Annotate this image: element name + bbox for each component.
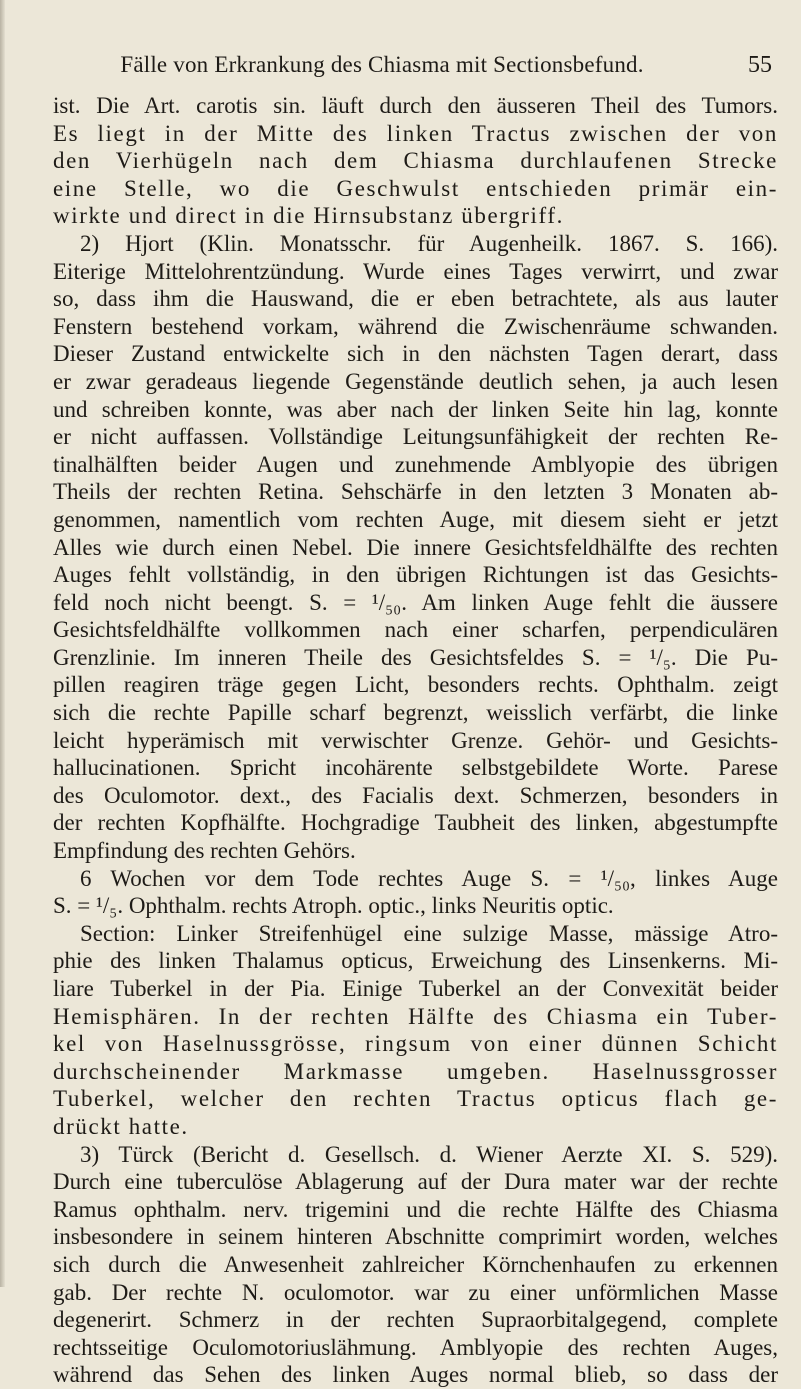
text-line: so, dass ihm die Hauswand, die er eben betrachtete, als aus lauter (53, 286, 778, 312)
text-line: 2) Hjort (Klin. Monatsschr. für Augenheilk. 1867. S. 166). (80, 230, 778, 256)
text-line: Dieser Zustand entwickelte sich in den nächsten Tagen derart, dass (53, 341, 778, 367)
text-line: Grenzlinie. Im inneren Theile des Gesichtsfeldes S. = ¹/₅. Die Pu- (53, 644, 778, 670)
text-line: insbesondere in seinem hinteren Abschnitte comprimirt worden, welches (53, 1224, 778, 1250)
text-line: wirkte und direct in die Hirnsubstanz übergriff. (53, 203, 564, 229)
text-line: feld noch nicht beengt. S. = ¹/₅₀. Am linken Auge fehlt die äussere (53, 589, 778, 615)
text-line: Auges fehlt vollständig, in den übrigen Richtungen ist das Gesichts- (53, 562, 778, 588)
text-line: Ramus ophthalm. nerv. trigemini und die rechte Hälfte des Chiasma (53, 1196, 778, 1222)
text-line: rechtsseitige Oculomotoriuslähmung. Amblyopie des rechten Auges, (53, 1334, 778, 1360)
text-line: S. = ¹/₅. Ophthalm. rechts Atroph. optic., links Neuritis optic. (53, 893, 614, 919)
text-line: Tuberkel, welcher den rechten Tractus opticus flach ge- (53, 1086, 778, 1112)
text-line: Fenstern bestehend vorkam, während die Zwischenräume schwanden. (53, 313, 778, 339)
text-line: 6 Wochen vor dem Tode rechtes Auge S. = ¹/₅₀, linkes Auge (80, 865, 778, 891)
text-line: Es liegt in der Mitte des linken Tractus zwischen der von (53, 120, 778, 146)
page-number: 55 (748, 52, 772, 78)
text-line: leicht hyperämisch mit verwischter Grenze. Gehör- und Gesichts- (53, 727, 778, 753)
text-line: phie des linken Thalamus opticus, Erweichung des Linsenkerns. Mi- (53, 948, 778, 974)
text-line: er nicht auffassen. Vollständige Leitungsunfähigkeit der rechten Re- (53, 424, 778, 450)
text-line: eine Stelle, wo die Geschwulst entschieden primär ein- (53, 175, 778, 201)
text-line: ist. Die Art. carotis sin. läuft durch den äusseren Theil des Tumors. (53, 93, 778, 118)
text-line: Empfindung des rechten Gehörs. (53, 838, 356, 864)
page-header (72, 52, 772, 86)
text-line: gab. Der rechte N. oculomotor. war zu einer unförmlichen Masse (53, 1279, 778, 1305)
running-title: Fälle von Erkrankung des Chiasma mit Sectionsbefund. (120, 52, 644, 77)
text-line: drückt hatte. (53, 1113, 189, 1139)
text-line: Hemisphären. In der rechten Hälfte des Chiasma ein Tuber- (53, 1003, 778, 1029)
text-line: Durch eine tuberculöse Ablagerung auf der Dura mater war der rechte (53, 1169, 778, 1195)
text-line: liare Tuberkel in der Pia. Einige Tuberkel an der Convexität beider (53, 976, 778, 1001)
text-line: der rechten Kopfhälfte. Hochgradige Taubheit des linken, abgestumpfte (53, 810, 778, 836)
text-line: sich die rechte Papille scharf begrenzt, weisslich verfärbt, die linke (53, 700, 778, 726)
text-line: den Vierhügeln nach dem Chiasma durchlaufenen Strecke (53, 148, 778, 174)
text-line: kel von Haselnussgrösse, ringsum von einer dünnen Schicht (53, 1031, 778, 1057)
text-line: durchscheinender Markmasse umgeben. Haselnussgrosser (53, 1058, 778, 1084)
text-line: und schreiben konnte, was aber nach der linken Seite hin lag, konnte (53, 396, 778, 422)
text-line: Section: Linker Streifenhügel eine sulzige Masse, mässige Atro- (80, 920, 778, 946)
text-line: tinalhälften beider Augen und zunehmende Amblyopie des übrigen (53, 451, 778, 477)
text-line: degenerirt. Schmerz in der rechten Supraorbitalgegend, complete (53, 1307, 778, 1333)
text-line: hallucinationen. Spricht incohärente selbstgebildete Worte. Parese (53, 755, 778, 781)
body-text (53, 92, 778, 1389)
text-line: pillen reagiren träge gegen Licht, besonders rechts. Ophthalm. zeigt (53, 672, 778, 698)
text-line: des Oculomotor. dext., des Facialis dext. Schmerzen, besonders in (53, 782, 778, 808)
text-line: er zwar geradeaus liegende Gegenstände deutlich sehen, ja auch lesen (53, 368, 778, 394)
text-line: Eiterige Mittelohrentzündung. Wurde eines Tages verwirrt, und zwar (53, 258, 778, 284)
page-edge (0, 0, 5, 1287)
text-line: Alles wie durch einen Nebel. Die innere Gesichtsfeldhälfte des rechten (53, 534, 778, 560)
text-line: während das Sehen des linken Auges normal blieb, so dass der (53, 1362, 778, 1388)
text-line: Gesichtsfeldhälfte vollkommen nach einer scharfen, perpendiculären (53, 617, 778, 643)
text-line: genommen, namentlich vom rechten Auge, mit diesem sieht er jetzt (53, 506, 778, 532)
text-line: 3) Türck (Bericht d. Gesellsch. d. Wiener Aerzte XI. S. 529). (80, 1141, 778, 1167)
text-line: Theils der rechten Retina. Sehschärfe in den letzten 3 Monaten ab- (53, 479, 778, 505)
text-line: sich durch die Anwesenheit zahlreicher Körnchenhaufen zu erkennen (53, 1251, 778, 1277)
